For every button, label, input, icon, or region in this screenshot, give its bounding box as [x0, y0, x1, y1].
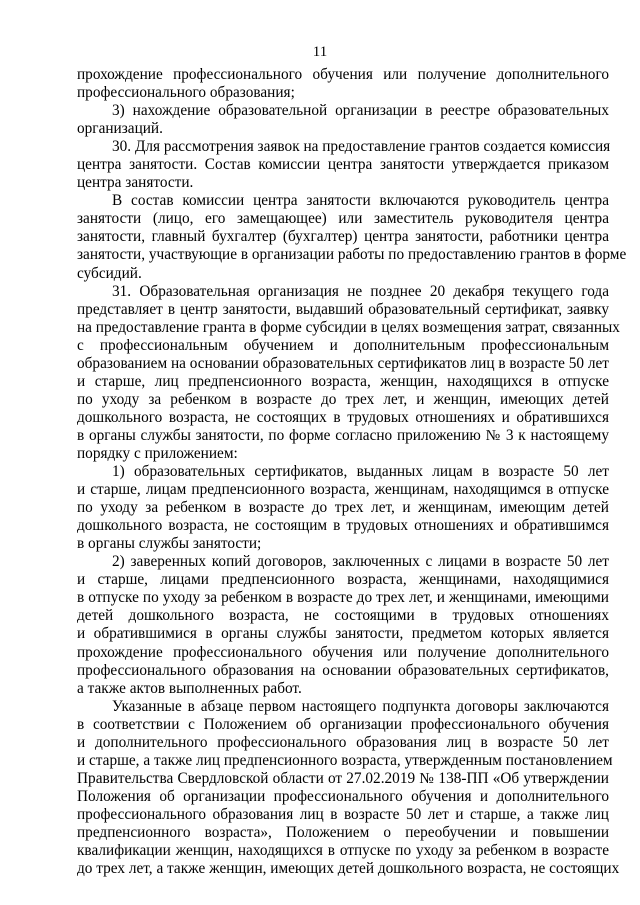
text-line: профессионального образования лиц в возрасте 50 лет и старше, а также лиц — [77, 805, 609, 823]
text-line: и дополнительного профессионального образования лиц в возрасте 50 лет — [77, 733, 609, 751]
text-line: порядку с приложением: — [77, 444, 238, 462]
text-line: и обратившимися в органы службы занятости, предметом которых является — [77, 625, 609, 643]
text-line: занятости (лицо, его замещающее) или заместитель руководителя центра — [77, 210, 609, 228]
text-line: 2) заверенных копий договоров, заключенных с лицами в возрасте 50 лет — [112, 553, 609, 571]
text-line: представляет в центр занятости, выдавший образовательный сертификат, заявку — [77, 300, 609, 318]
text-line: В состав комиссии центра занятости включаются руководитель центра — [112, 192, 609, 210]
text-line: 31. Образовательная организация не позднее 20 декабря текущего года — [112, 282, 609, 300]
text-line: и старше, лиц предпенсионного возраста, женщин, находящихся в отпуске — [77, 372, 609, 390]
text-line: 30. Для рассмотрения заявок на предоставление грантов создается комиссия — [112, 138, 611, 156]
text-line: и старше, лицами предпенсионного возраста, женщинами, находящимися — [77, 571, 609, 589]
text-line: Положения об организации профессионального обучения и дополнительного — [77, 787, 609, 805]
text-line: предпенсионного возраста», Положением о переобучении и повышении — [77, 823, 609, 841]
text-line: дошкольного возраста, не состоящим в трудовых отношениях и обратившимся — [77, 517, 609, 535]
page-number: 11 — [312, 44, 328, 60]
text-line: профессионального образования на основании образовательных сертификатов, — [77, 661, 609, 679]
text-line: центра занятости. Состав комиссии центра занятости утверждается приказом — [77, 156, 609, 174]
text-line: центра занятости. — [77, 174, 194, 192]
text-line: организаций. — [77, 120, 163, 138]
text-line: образованием на основании образовательных сертификатов лиц в возрасте 50 лет — [77, 354, 609, 372]
text-line: прохождение профессионального обучения или получение дополнительного — [77, 643, 609, 661]
text-line: на предоставление гранта в форме субсидии в целях возмещения затрат, связанных — [77, 318, 620, 336]
text-line: занятости, главный бухгалтер (бухгалтер) центра занятости, работники центра — [77, 228, 609, 246]
text-line: в органы службы занятости, по форме согласно приложению № 3 к настоящему — [77, 426, 609, 444]
text-line: в отпуске по уходу за ребенком в возрасте до трех лет, и женщинами, имеющими — [77, 589, 609, 607]
text-line: квалификации женщин, находящихся в отпуске по уходу за ребенком в возрасте — [77, 842, 609, 860]
text-line: 1) образовательных сертификатов, выданных лицам в возрасте 50 лет — [112, 463, 609, 481]
text-line: по уходу за ребенком в возрасте до трех лет, и женщинам, имеющим детей — [77, 499, 609, 517]
text-line: с профессиональным обучением и дополнительным профессиональным — [77, 336, 609, 354]
text-line: субсидий. — [77, 264, 142, 282]
text-line: и старше, лицам предпенсионного возраста, женщинам, находящимся в отпуске — [77, 481, 609, 499]
text-line: детей дошкольного возраста, не состоящими в трудовых отношениях — [77, 607, 609, 625]
text-line: 3) нахождение образовательной организации в реестре образовательных — [112, 102, 609, 120]
text-line: и старше, а также лиц предпенсионного возраста, утвержденным постановлением — [77, 751, 613, 769]
text-line: в органы службы занятости; — [77, 535, 262, 553]
text-line: прохождение профессионального обучения или получение дополнительного — [77, 66, 609, 83]
text-line: дошкольного возраста, не состоящих в трудовых отношениях и обратившихся — [77, 408, 609, 426]
text-line: по уходу за ребенком в возрасте до трех лет, и женщин, имеющих детей — [77, 390, 609, 408]
text-line: Правительства Свердловской области от 27.02.2019 № 138-ПП «Об утверждении — [77, 769, 609, 787]
document-body — [77, 66, 627, 878]
text-line: до трех лет, а также женщин, имеющих детей дошкольного возраста, не состоящих — [77, 860, 620, 878]
text-line: в соответствии с Положением об организации профессионального обучения — [77, 715, 609, 733]
text-line: Указанные в абзаце первом настоящего подпункта договоры заключаются — [112, 697, 609, 715]
text-line: профессионального образования; — [77, 84, 295, 102]
text-line: а также актов выполненных работ. — [77, 679, 302, 697]
text-line: занятости, участвующие в организации работы по предоставлению грантов в форме — [77, 246, 627, 264]
